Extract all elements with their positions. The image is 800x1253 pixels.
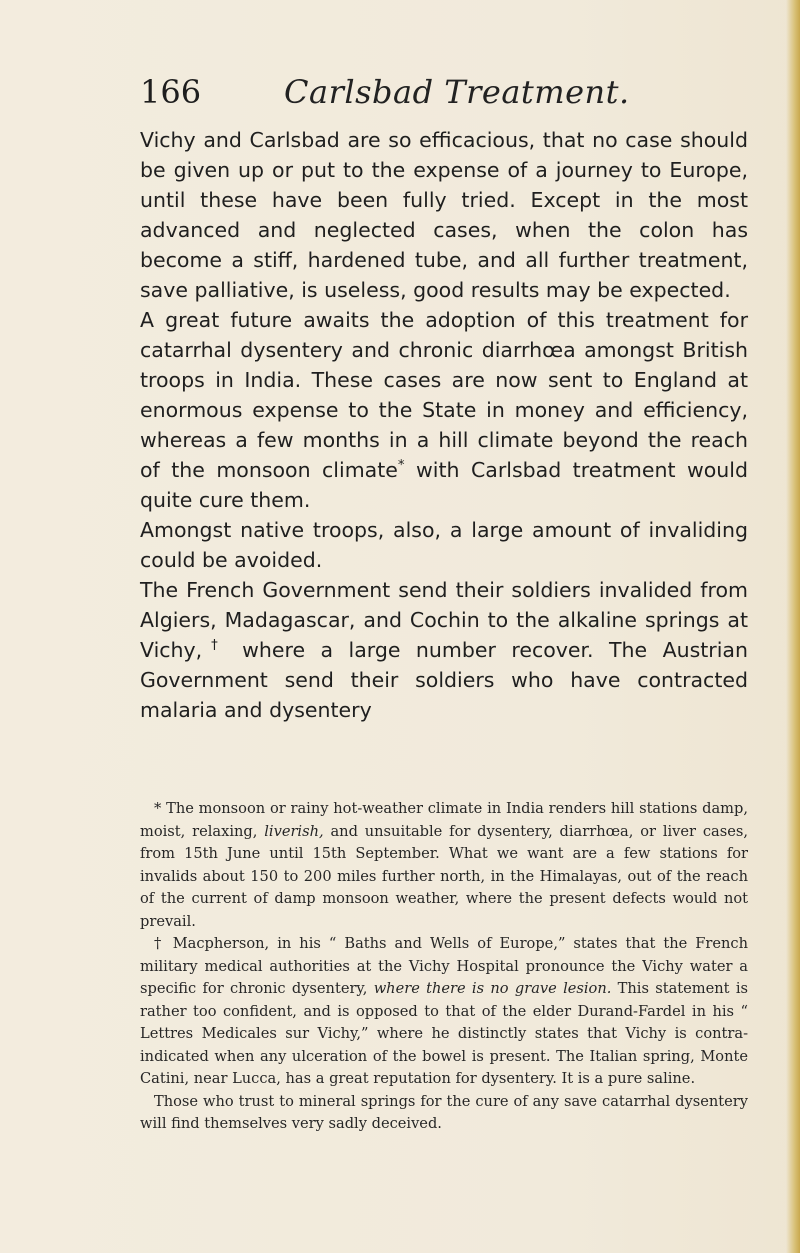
footnote-italic: liverish, [264, 822, 324, 840]
paragraph [140, 305, 748, 515]
footnotes [140, 798, 748, 1136]
paragraph-text: A great future awaits the adoption of this treatment for catarrhal dysentery and chronic diarrhœa amongst British troops in India. These cases are now sent to England at enormous expense to the State in money and efficiency, whereas a few months in a hill climate beyond the reach of the monsoon climate [140, 308, 748, 482]
footnote-text: Macpherson, in his “ Baths and Wells of Europe,” states that the French military medical authorities at the Vichy Hospital pronounce the Vichy water a specific for chronic dysentery, [140, 935, 748, 997]
footnote-text: The monsoon or rainy hot-weather climate in India renders hill stations damp, moist, relaxing, [140, 800, 748, 840]
paragraph: Amongst native troops, also, a large amount of invaliding could be avoided. [140, 518, 748, 572]
footnote [140, 933, 748, 1091]
paragraph-text: with Carlsbad treatment would quite cure them. [140, 458, 748, 512]
paragraph-text: where a large number recover. The Austrian Government send their soldiers who have contracted malaria and dysentery [140, 638, 748, 722]
main-text [140, 125, 748, 725]
footnote-mark: * [154, 800, 167, 817]
footnote: Those who trust to mineral springs for the cure of any save catarrhal dysentery will find themselves very sadly deceived. [140, 1092, 748, 1132]
running-title: Carlsbad Treatment. [284, 73, 630, 111]
footnote-text: This statement is rather too confident, and is opposed to that of the elder Durand-Fardel in his “ Lettres Medicales sur Vichy,” where he distinctly states that Vichy is contra-indicated when any ulceration of the bowel is present. The Italian spring, Monte Catini, near Lucca, has a great reputation for dysentery. It is a pure saline. [140, 980, 748, 1087]
paragraph: Vichy and Carlsbad are so efficacious, that no case should be given up or put to the expense of a journey to Europe, until these have been fully tried. Except in the most advanced and neglected cases, when the colon has become a stiff, hardened tube, and all further treatment, save palliative, is useless, good results may be expected. [140, 128, 748, 302]
paragraph [140, 575, 748, 725]
footnote-italic: where there is no grave lesion. [373, 980, 612, 997]
footnote-mark: † [154, 935, 173, 952]
footnote-mark: * [397, 458, 405, 474]
page-number: 166 [140, 73, 202, 111]
paragraph-text: The French Government send their soldiers invalided from Algiers, Madagascar, and Cochin to the alkaline springs at Vichy, [140, 578, 748, 662]
footnote-mark: † [202, 638, 227, 654]
footnote-text: and unsuitable for dysentery, diarrhœa, or liver cases, from 15th June until 15th September. What we want are a few stations for invalids about 150 to 200 miles further north, in the Himalayas, out of the reach of the current of damp monsoon weather, where the present defects would not prevail. [140, 822, 748, 930]
page-edge [786, 0, 800, 1253]
footnote [140, 798, 748, 933]
